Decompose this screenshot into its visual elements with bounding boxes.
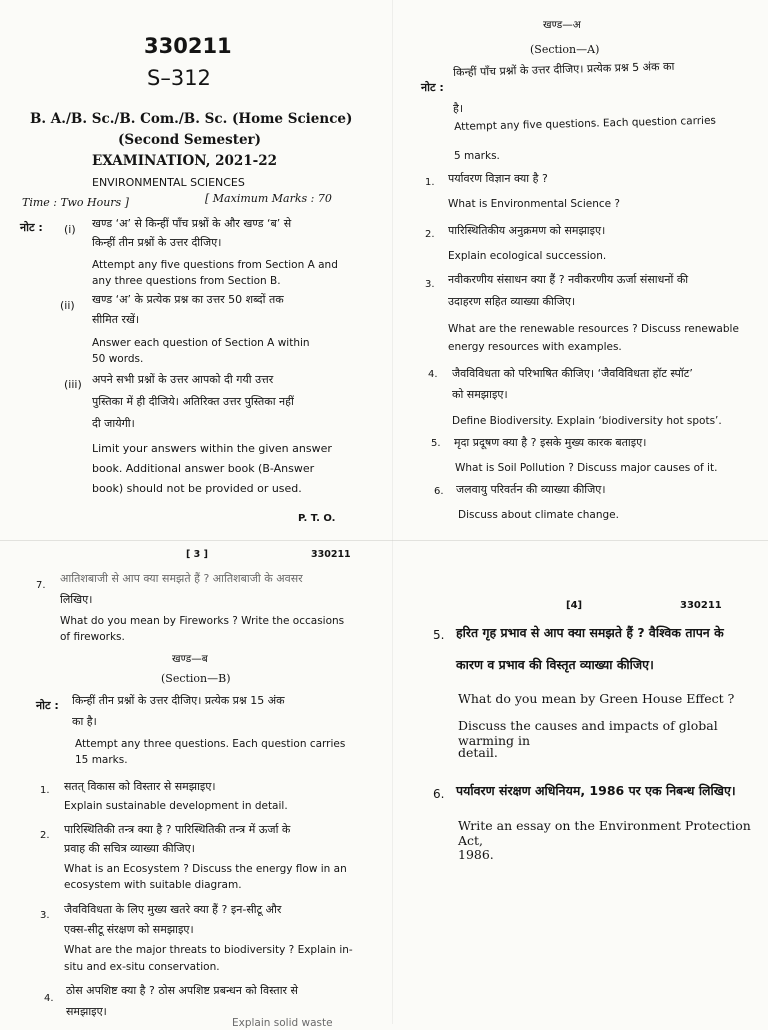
- section-b-header-hi: खण्ड—ब: [172, 653, 208, 665]
- sb-q1-en: Explain sustainable development in detail.: [64, 800, 288, 812]
- sa-q4-en: Define Biodiversity. Explain ‘biodiversity hot spots’.: [452, 415, 722, 427]
- subject: ENVIRONMENTAL SCIENCES: [92, 176, 245, 189]
- section-a-note-hi-2: है।: [453, 102, 464, 115]
- section-b-note-label: नोट :: [36, 699, 59, 712]
- note-i-hi-2: किन्हीं तीन प्रश्नों के उत्तर दीजिए।: [92, 236, 222, 249]
- sb-q4-hi-2: समझाइए।: [66, 1005, 107, 1018]
- section-b-note-en-1: Attempt any three questions. Each question carries: [75, 738, 346, 750]
- p3-q7-en-2: of fireworks.: [60, 631, 125, 643]
- note-iii-hi-2: पुस्तिका में ही दीजिये। अतिरिक्त उत्तर पुस्तिका नहीं: [92, 395, 294, 408]
- note-ii-en-2: 50 words.: [92, 353, 144, 365]
- note-ii-hi-2: सीमित रखें।: [92, 313, 140, 326]
- section-a-note-hi-1: किन्हीं पाँच प्रश्नों के उत्तर दीजिए। प्रत्येक प्रश्न 5 अंक का: [453, 59, 675, 79]
- p3-q7-hi-2: लिखिए।: [60, 593, 93, 606]
- sa-q3-en-2: energy resources with examples.: [448, 341, 622, 353]
- note-i-en-2: any three questions from Section B.: [92, 275, 281, 287]
- sb-q2-num: 2.: [40, 830, 50, 841]
- sa-q1-num: 1.: [425, 177, 435, 188]
- section-a-note-label: नोट :: [421, 81, 444, 94]
- sb-q3-hi-2: एक्स-सीटू संरक्षण को समझाइए।: [64, 923, 194, 936]
- note-iii-hi-1: अपने सभी प्रश्नों के उत्तर आपको दी गयी उत्तर: [92, 373, 274, 386]
- note-ii-en-1: Answer each question of Section A within: [92, 337, 310, 349]
- sb-q2-hi-2: प्रवाह की सचित्र व्याख्या कीजिए।: [64, 842, 195, 855]
- note-iii-en-1: Limit your answers within the given answer: [92, 442, 332, 455]
- page-4-code: 330211: [680, 600, 722, 611]
- sa-q1-hi: पर्यावरण विज्ञान क्या है ?: [448, 172, 548, 185]
- p4-q5-num: 5.: [433, 628, 445, 642]
- sb-q1-hi: सतत् विकास को विस्तार से समझाइए।: [64, 780, 216, 793]
- page-3-code: 330211: [311, 549, 351, 560]
- section-b-note-en-2: 15 marks.: [75, 754, 128, 766]
- note-iii-en-3: book) should not be provided or used.: [92, 482, 302, 495]
- max-marks: [ Maximum Marks : 70: [205, 192, 332, 205]
- sb-q3-hi-1: जैवविविधता के लिए मुख्य खतरे क्या हैं ? इन-सीटू और: [64, 903, 282, 916]
- sa-q3-hi-2: उदाहरण सहित व्याख्या कीजिए।: [448, 295, 576, 308]
- series-code: S–312: [147, 66, 211, 90]
- p3-q7-num: 7.: [36, 580, 46, 591]
- p4-q5-en-3: detail.: [458, 745, 498, 760]
- sa-q2-en: Explain ecological succession.: [448, 250, 607, 262]
- sa-q3-num: 3.: [425, 279, 435, 290]
- section-b-note-hi-2: का है।: [72, 715, 97, 728]
- p3-q7-en-1: What do you mean by Fireworks ? Write the occasions: [60, 615, 345, 627]
- note-iii-hi-3: दी जायेगी।: [92, 417, 135, 430]
- sa-q4-hi-2: को समझाइए।: [452, 388, 508, 401]
- section-a-note-en-1: Attempt any five questions. Each question carries: [454, 114, 717, 133]
- sa-q5-en: What is Soil Pollution ? Discuss major causes of it.: [455, 462, 718, 474]
- semester: (Second Semester): [118, 132, 262, 148]
- sa-q3-hi-1: नवीकरणीय संसाधन क्या हैं ? नवीकरणीय ऊर्जा संसाधनों की: [448, 273, 689, 286]
- p4-q6-hi: पर्यावरण संरक्षण अधिनियम, 1986 पर एक निबन्ध लिखिए।: [456, 783, 736, 798]
- p4-q6-en-2: 1986.: [458, 847, 494, 862]
- p3-q7-hi-1: आतिशबाजी से आप क्या समझते हैं ? आतिशबाजी के अवसर: [60, 572, 303, 585]
- sa-q4-hi-1: जैवविविधता को परिभाषित कीजिए। ‘जैवविविधता हॉट स्पॉट’: [452, 367, 693, 380]
- sa-q5-hi: मृदा प्रदूषण क्या है ? इसके मुख्य कारक बताइए।: [454, 436, 647, 449]
- section-b-note-hi-1: किन्हीं तीन प्रश्नों के उत्तर दीजिए। प्रत्येक प्रश्न 15 अंक: [72, 694, 285, 707]
- page-divider-vertical: [392, 0, 393, 1024]
- sa-q3-en-1: What are the renewable resources ? Discuss renewable: [448, 323, 739, 335]
- p4-q5-hi-2: कारण व प्रभाव की विस्तृत व्याख्या कीजिए।: [456, 657, 654, 672]
- pto-label: P. T. O.: [298, 513, 336, 524]
- sb-q2-en-1: What is an Ecosystem ? Discuss the energy flow in an: [64, 863, 347, 875]
- p4-q5-en-2: Discuss the causes and impacts of global warming in: [458, 718, 718, 748]
- note-ii-num: (ii): [60, 299, 75, 312]
- p4-q5-en-1: What do you mean by Green House Effect ?: [458, 691, 735, 706]
- sb-q2-en-2: ecosystem with suitable diagram.: [64, 879, 242, 891]
- sb-q4-num: 4.: [44, 993, 54, 1004]
- course-title: B. A./B. Sc./B. Com./B. Sc. (Home Science): [30, 111, 353, 127]
- sa-q6-hi: जलवायु परिवर्तन की व्याख्या कीजिए।: [456, 483, 606, 496]
- sb-q3-num: 3.: [40, 910, 50, 921]
- note-iii-en-2: book. Additional answer book (B-Answer: [92, 462, 315, 475]
- exam-title: EXAMINATION, 2021-22: [92, 153, 278, 169]
- p4-q6-num: 6.: [433, 787, 445, 801]
- sb-q3-en-1: What are the major threats to biodiversity ? Explain in-: [64, 944, 353, 956]
- paper-code: 330211: [144, 34, 232, 58]
- sa-q1-en: What is Environmental Science ?: [448, 198, 620, 210]
- note-i-en-1: Attempt any five questions from Section A and: [92, 259, 338, 271]
- note-iii-num: (iii): [64, 378, 82, 391]
- page-3-number: [ 3 ]: [186, 549, 208, 560]
- note-i-hi-1: खण्ड ‘अ’ से किन्हीं पाँच प्रश्नों के और खण्ड ‘ब’ से: [92, 217, 292, 230]
- sa-q5-num: 5.: [431, 438, 441, 449]
- sb-q4-hi-1: ठोस अपशिष्ट क्या है ? ठोस अपशिष्ट प्रबन्धन को विस्तार से: [66, 984, 298, 997]
- sb-q4-en-cutoff: Explain solid waste: [232, 1017, 333, 1029]
- time-label: Time : Two Hours ]: [22, 196, 129, 209]
- note-i-num: (i): [64, 223, 76, 236]
- page-4-number: [4]: [566, 600, 583, 611]
- sa-q6-en: Discuss about climate change.: [458, 509, 619, 521]
- p4-q6-en-1: Write an essay on the Environment Protection Act,: [458, 818, 751, 848]
- note-label: नोट :: [20, 221, 43, 234]
- p4-q5-hi-1: हरित गृह प्रभाव से आप क्या समझते हैं ? वैश्विक तापन के: [456, 625, 724, 640]
- section-b-header-en: (Section—B): [161, 672, 231, 685]
- sb-q2-hi-1: पारिस्थितिकी तन्त्र क्या है ? पारिस्थितिकी तन्त्र में ऊर्जा के: [64, 823, 291, 836]
- sa-q2-num: 2.: [425, 229, 435, 240]
- sb-q1-num: 1.: [40, 785, 50, 796]
- section-a-header-en: (Section—A): [530, 43, 600, 56]
- section-a-note-en-2: 5 marks.: [454, 150, 500, 162]
- section-a-header-hi: खण्ड—अ: [543, 19, 581, 31]
- sb-q3-en-2: situ and ex-situ conservation.: [64, 961, 220, 973]
- note-ii-hi-1: खण्ड ‘अ’ के प्रत्येक प्रश्न का उत्तर 50 शब्दों तक: [92, 293, 284, 306]
- sa-q4-num: 4.: [428, 369, 438, 380]
- sa-q6-num: 6.: [434, 486, 444, 497]
- sa-q2-hi: पारिस्थितिकीय अनुक्रमण को समझाइए।: [448, 224, 606, 237]
- page-divider-horizontal: [0, 540, 768, 541]
